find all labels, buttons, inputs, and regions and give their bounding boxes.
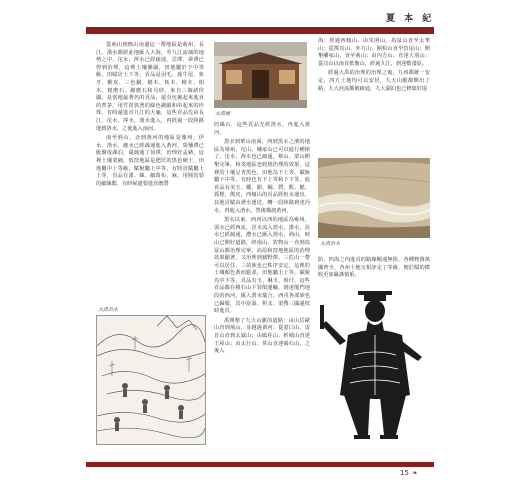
top-decorative-band	[86, 27, 434, 34]
woodcut-caption: 大禹治水	[98, 307, 119, 313]
paragraph: 的絲石，這些貢品先經洛水，再進入黃河。	[214, 122, 310, 136]
paragraph: 經過大禹的治理的治理之後，九州都統一安定，四方土地均可以安居，九大山脈都開出了路，九大河流都被疏通，九大湖泊也已修築好堤	[318, 70, 430, 92]
paragraph: 從荊山到衡山南邊這一帶地區是荊州，長江、漢水都經此地匯入大海，至九江流域的地勢之中，沱水、涔水已經疏通，雲澤、夢澤已得到治理，這裡土壤潮濕，田地屬於下中等級，田賦居上下等，貢品是羽毛、旄牛尾、象牙、獸皮、三色銅、椿木、柘木、檜木、柏木、粗磨石、細磨石和丹砂，來自三個諸侯國，是當地最著名的貢品，還有包裹起來進貢的菁茅，用竹筐裝著的綠色綢緞和串起來的珍珠，有時還進貢九江的大龜，這些貢品先由長江、沱水、涔水、漢水進入，再經過一段陸路運到洛水，之後進入南河。	[96, 42, 204, 132]
emperor-yu-illustration	[318, 285, 430, 447]
paragraph: 防，四海之內進貢的路線暢通無阻，各種物資萬國齊全，各州土地交相評定了等級，便於賦的徵收更加嚴謹慎重。	[318, 257, 430, 279]
running-header: 夏 本 紀	[386, 14, 435, 24]
river-caption: 大禹治水	[320, 241, 341, 247]
paragraph: 黑水以東，西河以西的地區為雍州，弱水已經西流，涇水流入渭水，漆水、沮水已經疏通，灃水已匯入渭水，荊山、岐山已開好道路，終南山、敦物山一直到鳥鼠山都治理完畢，高原和窪地地區的治理效果顯著，又治理到豬野澤，三危山一帶可以居住，三苗族也已秩序安定，這裡的土壤顏色黃而鬆柔，田地屬上上等，賦稅為中下等，貢品有玉、琳玉、琅玕，這些貢品都在積石山下裝船運輸，到達龍門地段的西河，匯入渭水彙合，西戎各部族也已歸服，其中崑崙、析支、渠搜三國還按時進貢。	[214, 217, 310, 315]
ornament-icon: ❧	[411, 469, 418, 477]
paragraph: 禹開墾了九大山脈的道路：由山岳歐山直到荊山，並越過黃河；從壺口山、雷首山直到太嶽山；由砥柱山、析城山直達王屋山；由太行山、常山直達碣石山，之後入	[214, 317, 310, 355]
paragraph: 海；經過西傾山、由朱圉山、鳥鼠山直至太華山；從熊耳山、外方山、桐柏山直至負尾山；開墾嶓冢山、直至荊山；由內方山、直達大別山；從汶山以南直抵衡山，經過九江，到達敷淺原。	[318, 38, 430, 67]
paragraph: 南至荊山，北到黃河的地區是豫州，伊水、洛水、瀍水已經疏通進入黃河，滎播澤已匯聚成湖泊，還疏通了荷澤，治理好孟豬，這裡土壤柔細，低窪地區是肥沃的黑色硬土，田地屬中上等級，賦稅屬上中等，有時貢賦屬上上等，貢品有漆、絲、細葛布、麻，用圓筐裝的細絲絮，有時候還要進貢磨磬	[96, 135, 204, 187]
river-photo	[318, 158, 430, 238]
text-column-2	[214, 122, 310, 358]
paragraph: 黑水到華山南面，西到黑水之濱的地區為梁州，沱山、嶓冢山已可以進行種植了，沱水、涔水也已疏通，蔡山、蒙山開墾完畢，和夷地區也收到治理的效果，這裡的土壤呈青黑色，田地為下上等，賦稅屬下中等，有時也有下上等和下下等，進貢品有美玉、鐵、銀、鋼、磬、熊、羆、狐狸，熊皮，西傾山的貢品經桓水運出，其他貢賦由潛水運送，轉一段陸路到達沔水，再進入渭水，然後橫渡黃河。	[214, 139, 310, 214]
text-column-3	[318, 38, 430, 95]
page-number-value: 15	[400, 469, 409, 477]
page-number	[400, 469, 418, 477]
text-column-1	[96, 42, 204, 190]
bottom-decorative-band	[86, 462, 434, 467]
woodcut-illustration	[96, 315, 206, 445]
temple-photo	[214, 42, 307, 108]
temple-caption: 大禹廟	[215, 111, 231, 117]
text-column-3-continued	[318, 257, 430, 282]
